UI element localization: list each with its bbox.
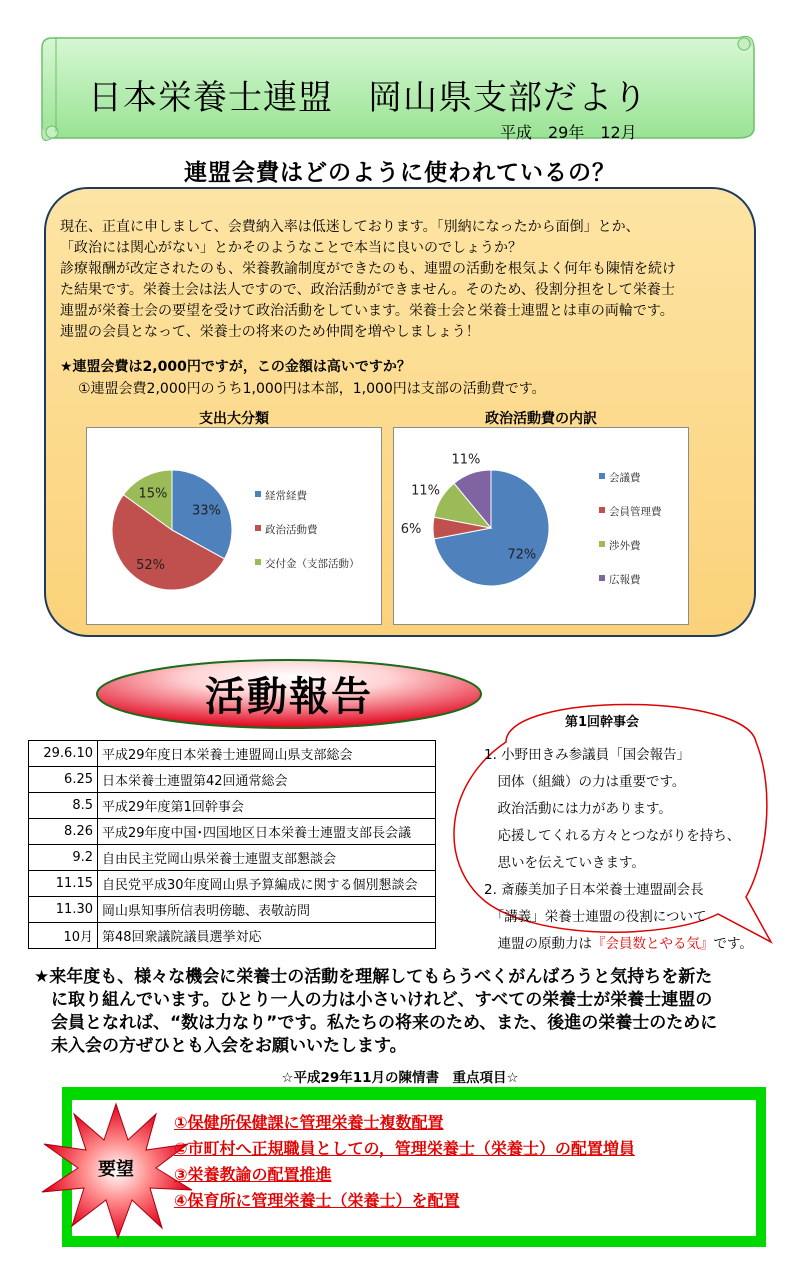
legend-label: 渉外費: [609, 540, 641, 552]
legend-swatch: [255, 559, 261, 565]
activity-date: 6.25: [29, 767, 98, 793]
activity-date: 8.26: [29, 819, 98, 845]
demand-item: ④保育所に管理栄養士（栄養士）を配置: [174, 1191, 460, 1210]
activity-event: 自民党平成30年度岡山県予算編成に関する個別懇談会: [98, 871, 436, 897]
legend-swatch: [255, 491, 261, 497]
legend-label: 交付金（支部活動）: [265, 558, 360, 570]
bubble-line: 1. 小野田きみ参議員「国会報告」: [484, 747, 691, 763]
bubble-line: 「講義」栄養士連盟の役割について: [484, 909, 707, 925]
bubble-line: 応援してくれる方々とつながりを持ち、: [484, 828, 741, 844]
petition-title: ☆平成29年11月の陳情書 重点項目☆: [281, 1070, 519, 1086]
activity-event: 平成29年度中国･四国地区日本栄養士連盟支部長会議: [98, 819, 436, 845]
intro-line: 現在、正直に申しまして、会費納入率は低迷しております。「別納になったから面倒」とか、: [60, 219, 640, 235]
table-row: [29, 923, 436, 949]
legend-swatch: [255, 525, 261, 531]
activity-date: 10月: [29, 923, 98, 949]
demand-item: ①保健所保健課に管理栄養士複数配置: [174, 1113, 444, 1132]
intro-line: 連盟の会員となって、栄養士の将来のため仲間を増やしましょう！: [60, 324, 480, 340]
bubble-last-prefix: 連盟の原動力は: [484, 936, 592, 952]
activity-date: 29.6.10: [29, 741, 98, 767]
activity-date: 11.15: [29, 871, 98, 897]
data-label: 52%: [136, 557, 166, 573]
legend-label: 政治活動費: [265, 524, 318, 536]
intro-text: [60, 217, 740, 343]
bubble-highlight: 『会員数とやる気』: [592, 936, 714, 952]
data-label: 72%: [507, 547, 537, 563]
bubble-body: [484, 742, 753, 958]
demand-label: 要望: [98, 1159, 134, 1180]
legend-swatch: [599, 575, 605, 581]
legend-label: 経常経費: [265, 490, 307, 502]
activity-date: 9.2: [29, 845, 98, 871]
data-label: 15%: [138, 486, 168, 502]
data-label: 11%: [411, 483, 441, 499]
section-headline: 連盟会費はどのように使われているの？: [184, 160, 616, 186]
activity-event: 平成29年度第1回幹事会: [98, 793, 436, 819]
activity-table: [28, 740, 436, 949]
issue-date: 平成 29年 12月: [500, 123, 637, 142]
activity-event: 自由民主党岡山県栄養士連盟支部懇談会: [98, 845, 436, 871]
activity-event: 岡山県知事所信表明傍聴、表敬訪問: [98, 897, 436, 923]
expense-pie-svg: [87, 428, 381, 624]
bubble-line-last: [484, 931, 753, 958]
bubble-line: 政治活動には力があります。: [484, 801, 672, 817]
intro-line: 診療報酬が改定されたのも、栄養教諭制度ができたのも、連盟の活動を根気よく何年も陳情を続け: [60, 261, 676, 277]
bubble-line: 思いを伝えていきます。: [484, 855, 645, 871]
table-row: [29, 897, 436, 923]
activity-event: 平成29年度日本栄養士連盟岡山県支部総会: [98, 741, 436, 767]
table-row: [29, 819, 436, 845]
demand-item: ②市町村へ正規職員としての，管理栄養士（栄養士）の配置増員: [174, 1139, 635, 1158]
table-row: [29, 793, 436, 819]
bubble-title: 第1回幹事会: [564, 715, 640, 730]
chart-title-expenses: 支出大分類: [199, 411, 269, 427]
closing-line: に取り組んでいます。ひとり一人の力は小さいけれど、すべての栄養士が栄養士連盟の: [34, 990, 713, 1010]
closing-message: [34, 966, 774, 1058]
data-label: 33%: [191, 503, 221, 519]
expense-pie-chart: [86, 427, 382, 625]
closing-line: ★来年度も、様々な機会に栄養士の活動を理解してもらうべくがんばろうと気持ちを新た: [34, 967, 713, 987]
bubble-last-suffix: です。: [713, 936, 753, 952]
chart-title-political: 政治活動費の内訳: [485, 411, 597, 427]
closing-line: 会員となれば、“数は力なり”です。私たちの将来のため、また、後進の栄養士のために: [34, 1013, 718, 1033]
fee-answer: ①連盟会費2,000円のうち1,000円は本部，1,000円は支部の活動費です。: [78, 381, 546, 397]
legend-label: 広報費: [609, 574, 641, 586]
intro-line: た結果です。栄養士会は法人ですので、政治活動ができません。そのため、役割分担をして栄養士: [60, 282, 675, 298]
report-title: 活動報告: [205, 674, 373, 720]
table-row: [29, 741, 436, 767]
legend-swatch: [599, 507, 605, 513]
demand-item: ③栄養教諭の配置推進: [174, 1165, 332, 1184]
closing-line: 未入会の方ぜひとも入会をお願いいたします。: [34, 1036, 407, 1056]
activity-event: 日本栄養士連盟第42回通常総会: [98, 767, 436, 793]
data-label: 6%: [400, 522, 422, 537]
political-pie-chart: [393, 427, 689, 625]
fee-question: ★連盟会費は2,000円ですが，この金額は高いですか？: [60, 359, 411, 375]
intro-line: 連盟が栄養士会の要望を受けて政治活動をしています。栄養士会と栄養士連盟とは車の両輪です。: [60, 303, 674, 319]
bubble-line: 団体（組織）の力は重要です。: [484, 774, 686, 790]
demands-list: [174, 1110, 635, 1214]
activity-date: 8.5: [29, 793, 98, 819]
bubble-line: 2. 斎藤美加子日本栄養士連盟副会長: [484, 882, 704, 898]
activity-date: 11.30: [29, 897, 98, 923]
activity-event: 第48回衆議院議員選挙対応: [98, 923, 436, 949]
intro-line: 「政治には関心がない」とかそのようなことで本当に良いのでしょうか？: [60, 240, 522, 256]
table-row: [29, 845, 436, 871]
legend-swatch: [599, 541, 605, 547]
table-row: [29, 871, 436, 897]
table-row: [29, 767, 436, 793]
data-label: 11%: [451, 452, 481, 468]
legend-label: 会員管理費: [609, 506, 662, 518]
legend-label: 会議費: [609, 472, 641, 484]
political-pie-svg: [394, 428, 688, 624]
legend-swatch: [599, 473, 605, 479]
newsletter-title: 日本栄養士連盟 岡山県支部だより: [88, 78, 648, 118]
